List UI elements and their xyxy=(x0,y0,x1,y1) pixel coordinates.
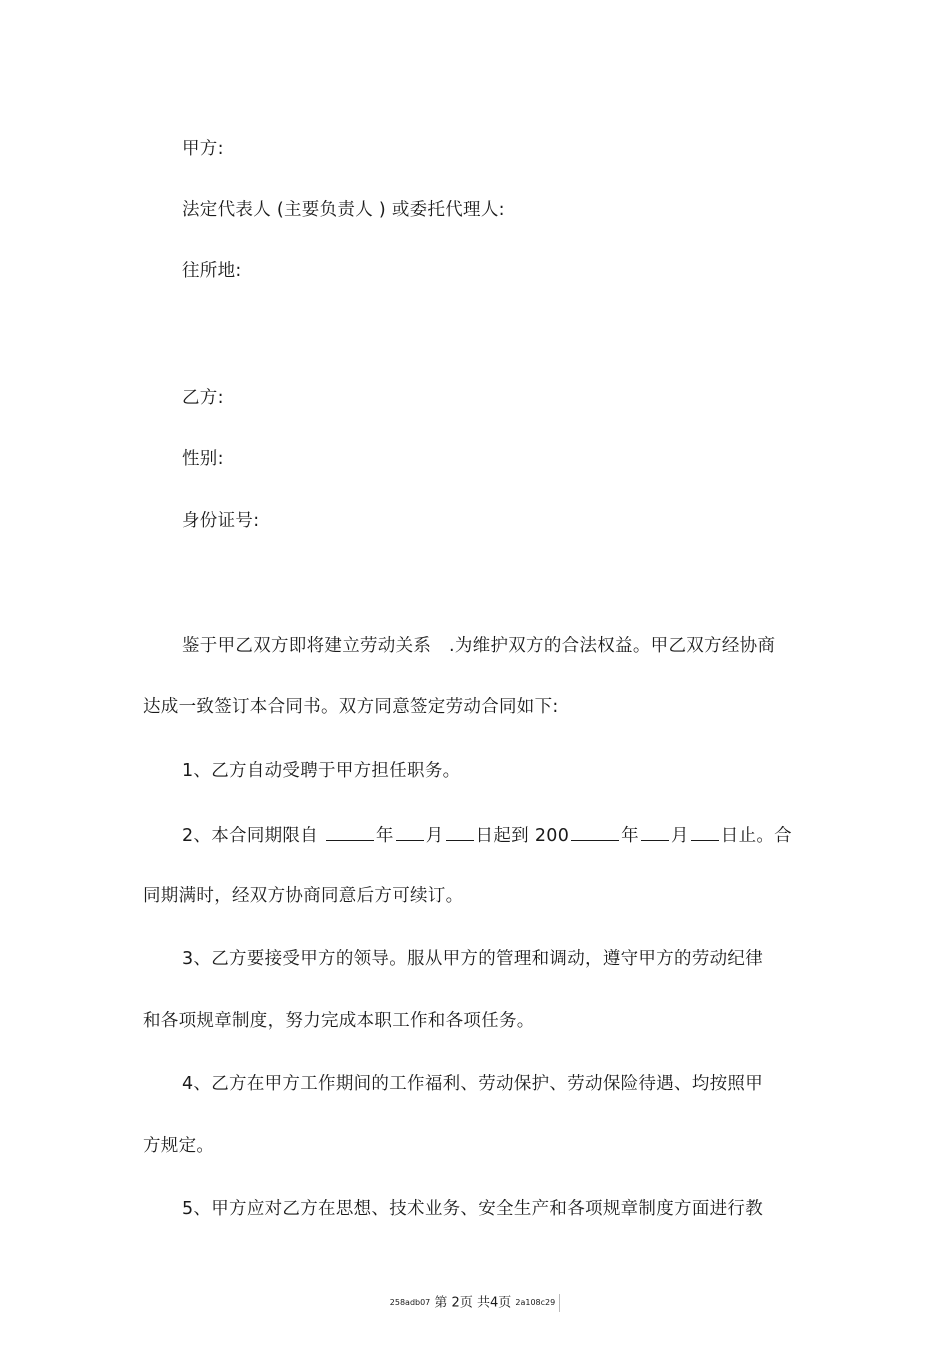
party-a-address-label: 往所地: xyxy=(182,261,242,281)
blank-start-day xyxy=(446,822,474,841)
blank-end-month xyxy=(641,822,669,841)
clause-2-line-2: 同期满时，经双方协商同意后方可续订。 xyxy=(143,886,464,906)
footer-code-right: 2a108c29 xyxy=(515,1298,556,1307)
preamble-line-1: 鉴于甲乙双方即将建立劳动关系 .为维护双方的合法权益。甲乙双方经协商 xyxy=(182,636,776,656)
clause-2-month-1: 月 xyxy=(425,826,444,846)
clause-3-line-1: 3、乙方要接受甲方的领导。服从甲方的管理和调动，遵守甲方的劳动纪律 xyxy=(182,949,764,969)
clause-2-line-1 xyxy=(182,822,792,848)
footer-code-left: 258adb07 xyxy=(389,1298,431,1307)
party-a-label: 甲方: xyxy=(182,139,224,159)
page-footer xyxy=(0,1294,950,1313)
blank-end-day xyxy=(691,822,719,841)
clause-4-line-2: 方规定。 xyxy=(143,1136,215,1156)
party-b-gender-label: 性别: xyxy=(182,449,224,469)
clause-2-year-2: 年 xyxy=(621,826,639,846)
clause-1: 1、乙方自动受聘于甲方担任职务。 xyxy=(182,761,461,781)
preamble-line-2: 达成一致签订本合同书。双方同意签定劳动合同如下: xyxy=(143,697,559,717)
clause-2-year-1: 年 xyxy=(375,826,394,846)
footer-divider xyxy=(559,1294,560,1312)
clause-2-intro: 2、本合同期限自 xyxy=(182,826,319,846)
clause-2-month-2: 月 xyxy=(670,826,689,846)
clause-2-year-prefix: 200 xyxy=(534,826,570,846)
clause-4-line-1: 4、乙方在甲方工作期间的工作福利、劳动保护、劳动保险待遇、均按照甲 xyxy=(182,1074,764,1094)
clause-2-day-1: 日起到 xyxy=(475,826,529,846)
clause-3-line-2: 和各项规章制度，努力完成本职工作和各项任务。 xyxy=(143,1011,535,1031)
clause-5-line-1: 5、甲方应对乙方在思想、技术业务、安全生产和各项规章制度方面进行教 xyxy=(182,1199,764,1219)
blank-start-year xyxy=(326,822,374,841)
clause-2-end: 日止。合 xyxy=(720,826,792,846)
party-b-id-label: 身份证号: xyxy=(182,511,260,531)
blank-start-month xyxy=(396,822,424,841)
blank-end-year xyxy=(571,822,619,841)
party-a-representative-label: 法定代表人 (主要负责人 ) 或委托代理人: xyxy=(182,200,505,220)
party-b-label: 乙方: xyxy=(182,388,224,408)
page-number: 第 2页 共4页 xyxy=(434,1295,512,1311)
